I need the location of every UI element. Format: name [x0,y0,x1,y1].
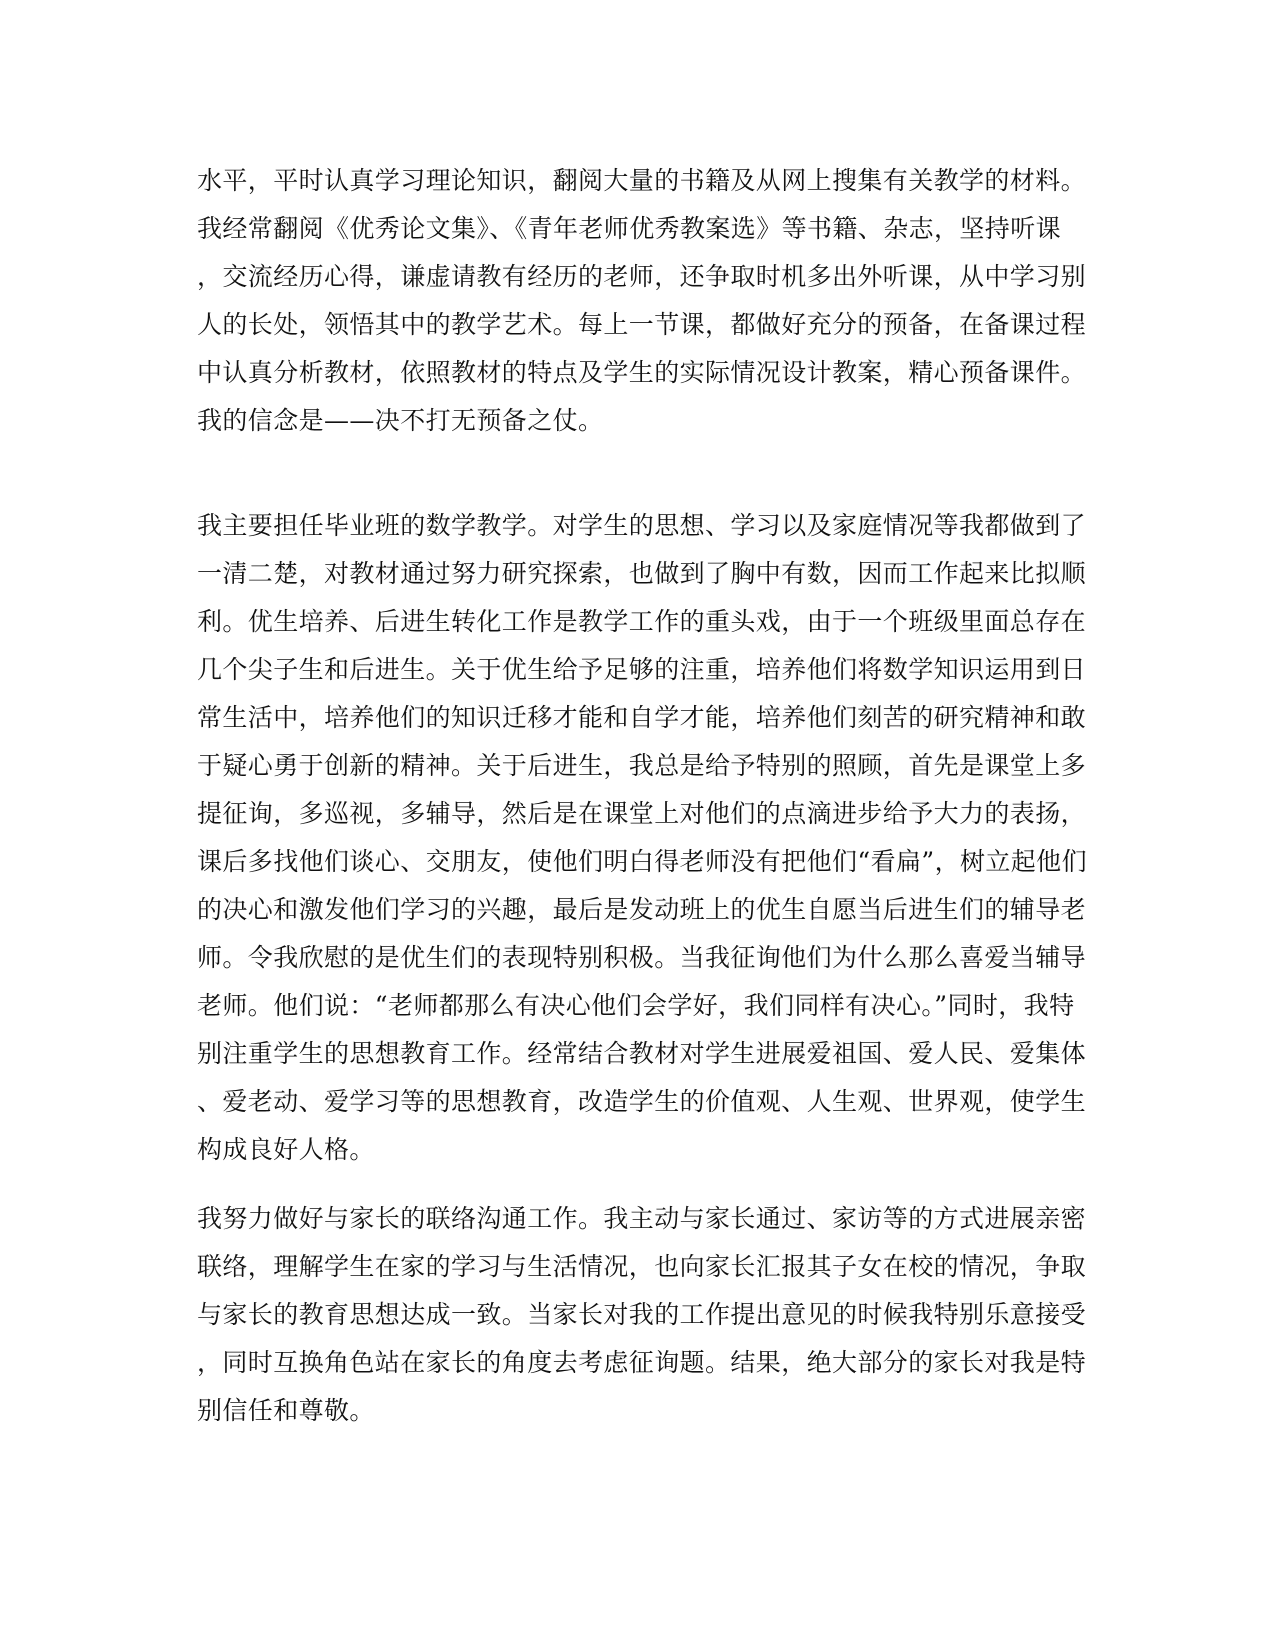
paragraph-line: 课后多找他们谈心、交朋友，使他们明白得老师没有把他们“看扁”，树立起他们 [197,847,1087,876]
paragraph-line: 师。令我欣慰的是优生们的表现特别积极。当我征询他们为什么那么喜爱当辅导 [197,943,1087,972]
paragraph-line: 中认真分析教材，依照教材的特点及学生的实际情况设计教案，精心预备课件。 [197,358,1087,387]
paragraph-line: 别注重学生的思想教育工作。经常结合教材对学生进展爱祖国、爱人民、爱集体 [197,1039,1087,1068]
paragraph-line: ，交流经历心得，谦虚请教有经历的老师，还争取时机多出外听课，从中学习别 [197,262,1087,291]
paragraph-line: ，同时互换角色站在家长的角度去考虑征询题。结果，绝大部分的家长对我是特 [197,1348,1087,1377]
paragraph-line: 提征询，多巡视，多辅导，然后是在课堂上对他们的点滴进步给予大力的表扬， [197,799,1087,828]
paragraph-line: 老师。他们说：“老师都那么有决心他们会学好，我们同样有决心。”同时，我特 [197,991,1075,1020]
paragraph-line: 我经常翻阅《优秀论文集》、《青年老师优秀教案选》等书籍、杂志，坚持听课 [197,214,1062,243]
paragraph-line: 常生活中，培养他们的知识迁移才能和自学才能，培养他们刻苦的研究精神和敢 [197,703,1087,732]
paragraph-line: 水平，平时认真学习理论知识，翻阅大量的书籍及从网上搜集有关教学的材料。 [197,166,1087,195]
paragraph-line: 几个尖子生和后进生。关于优生给予足够的注重，培养他们将数学知识运用到日 [197,655,1087,684]
paragraph-line: 人的长处，领悟其中的教学艺术。每上一节课，都做好充分的预备，在备课过程 [197,310,1087,339]
paragraph-line: 、爱老动、爱学习等的思想教育，改造学生的价值观、人生观、世界观，使学生 [197,1087,1087,1116]
paragraph-3 [197,1195,1087,1435]
paragraph-line: 联络，理解学生在家的学习与生活情况，也向家长汇报其子女在校的情况，争取 [197,1252,1087,1281]
paragraph-line: 于疑心勇于创新的精神。关于后进生，我总是给予特别的照顾，首先是课堂上多 [197,751,1087,780]
paragraph-line: 一清二楚，对教材通过努力研究探索，也做到了胸中有数，因而工作起来比拟顺 [197,559,1087,588]
paragraph-line: 利。优生培养、后进生转化工作是教学工作的重头戏，由于一个班级里面总存在 [197,607,1087,636]
paragraph-line: 我主要担任毕业班的数学教学。对学生的思想、学习以及家庭情况等我都做到了 [197,511,1087,540]
paragraph-line: 构成良好人格。 [197,1135,375,1164]
paragraph-line: 别信任和尊敬。 [197,1396,375,1425]
paragraph-line: 与家长的教育思想达成一致。当家长对我的工作提出意见的时候我特别乐意接受 [197,1300,1087,1329]
paragraph-1 [197,157,1087,445]
paragraph-line: 的决心和激发他们学习的兴趣，最后是发动班上的优生自愿当后进生们的辅导老 [197,895,1087,924]
paragraph-line: 我努力做好与家长的联络沟通工作。我主动与家长通过、家访等的方式进展亲密 [197,1204,1087,1233]
paragraph-line: 我的信念是——决不打无预备之仗。 [197,406,604,435]
paragraph-2 [197,502,1087,1174]
